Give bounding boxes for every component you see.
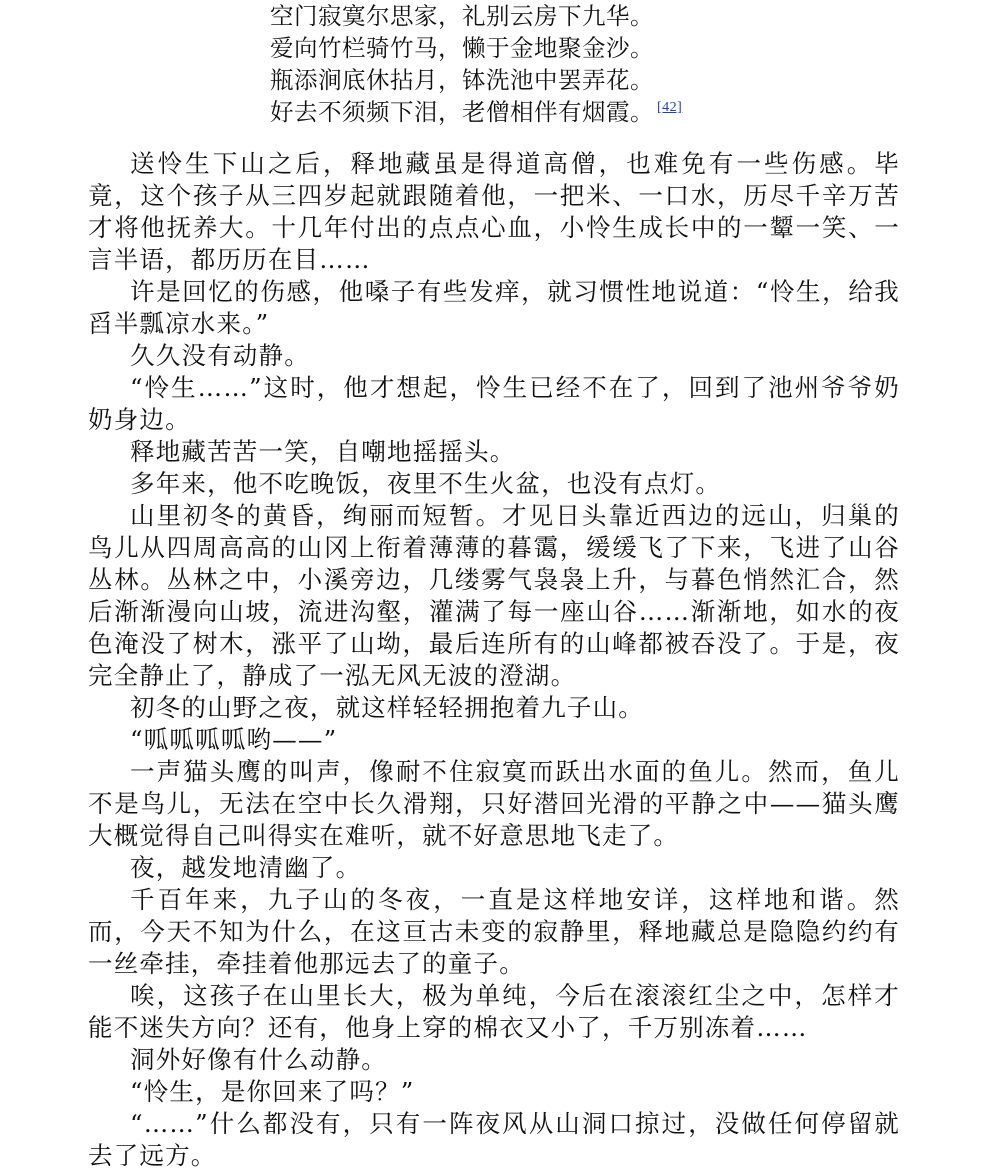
paragraph: 山里初冬的黄昏，绚丽而短暂。才见日头靠近西边的远山，归巢的鸟儿从四周高高的山冈上衔着薄薄的暮霭，缓缓飞了下来，飞进了山谷丛林。丛林之中，小溪旁边，几缕雾气袅袅上升，与暮色悄然汇合，然后渐渐漫向山坡，流进沟壑，灌满了每一座山谷……渐渐地，如水的夜色淹没了树木，涨平了山坳，最后连所有的山峰都被吞没了。于是，夜完全静止了，静成了一泓无风无波的澄湖。 bbox=[88, 501, 900, 690]
poem-line-text: 好去不须频下泪，老僧相伴有烟霞。 bbox=[270, 98, 654, 126]
paragraph: 唉，这孩子在山里长大，极为单纯，今后在滚滚红尘之中，怎样才能不迷失方向？还有，他身上穿的棉衣又小了，千万别冻着…… bbox=[88, 981, 900, 1042]
poem-line-text: 空门寂寞尔思家，礼别云房下九华。 bbox=[270, 2, 654, 30]
paragraph: “怜生，是你回来了吗？” bbox=[130, 1077, 415, 1106]
paragraph: 久久没有动静。 bbox=[130, 341, 310, 370]
paragraph: 一声猫头鹰的叫声，像耐不住寂寞而跃出水面的鱼儿。然而，鱼儿不是鸟儿，无法在空中长久滑翔，只好潜回光滑的平静之中——猫头鹰大概觉得自己叫得实在难听，就不好意思地飞走了。 bbox=[88, 757, 900, 850]
poem-line-text: 瓶添涧底休拈月，钵洗池中罢弄花。 bbox=[270, 66, 654, 94]
paragraph: “……”什么都没有，只有一阵夜风从山洞口掠过，没做任何停留就去了远方。 bbox=[88, 1109, 900, 1170]
paragraph: 送怜生下山之后，释地藏虽是得道高僧，也难免有一些伤感。毕竟，这个孩子从三四岁起就跟随着他，一把米、一口水，历尽千辛万苦才将他抚养大。十几年付出的点点心血，小怜生成长中的一颦一笑、一言半语，都历历在目…… bbox=[88, 149, 900, 274]
poem-block bbox=[270, 0, 830, 128]
paragraph: 洞外好像有什么动静。 bbox=[130, 1045, 387, 1074]
paragraph: 许是回忆的伤感，他嗓子有些发痒，就习惯性地说道：“怜生，给我舀半瓢凉水来。” bbox=[88, 277, 900, 338]
paragraph: 千百年来，九子山的冬夜，一直是这样地安详，这样地和谐。然而，今天不知为什么，在这亘古未变的寂静里，释地藏总是隐隐约约有一丝牵挂，牵挂着他那远去了的童子。 bbox=[88, 885, 900, 978]
paragraph: 多年来，他不吃晚饭，夜里不生火盆，也没有点灯。 bbox=[130, 469, 722, 498]
poem-line-text: 爱向竹栏骑竹马，懒于金地聚金沙。 bbox=[270, 34, 654, 62]
paragraph: 初冬的山野之夜，就这样轻轻拥抱着九子山。 bbox=[130, 693, 644, 722]
poem-line bbox=[270, 96, 830, 128]
poem-line bbox=[270, 32, 830, 64]
poem-line bbox=[270, 0, 830, 32]
paragraph: “呱呱呱呱哟——” bbox=[130, 725, 338, 754]
paragraph: 释地藏苦苦一笑，自嘲地摇摇头。 bbox=[130, 437, 516, 466]
body-text bbox=[88, 148, 900, 1172]
footnote-link[interactable]: [42] bbox=[657, 100, 683, 116]
paragraph: “怜生……”这时，他才想起，怜生已经不在了，回到了池州爷爷奶奶身边。 bbox=[88, 373, 900, 434]
poem-line bbox=[270, 64, 830, 96]
paragraph: 夜，越发地清幽了。 bbox=[130, 853, 362, 882]
